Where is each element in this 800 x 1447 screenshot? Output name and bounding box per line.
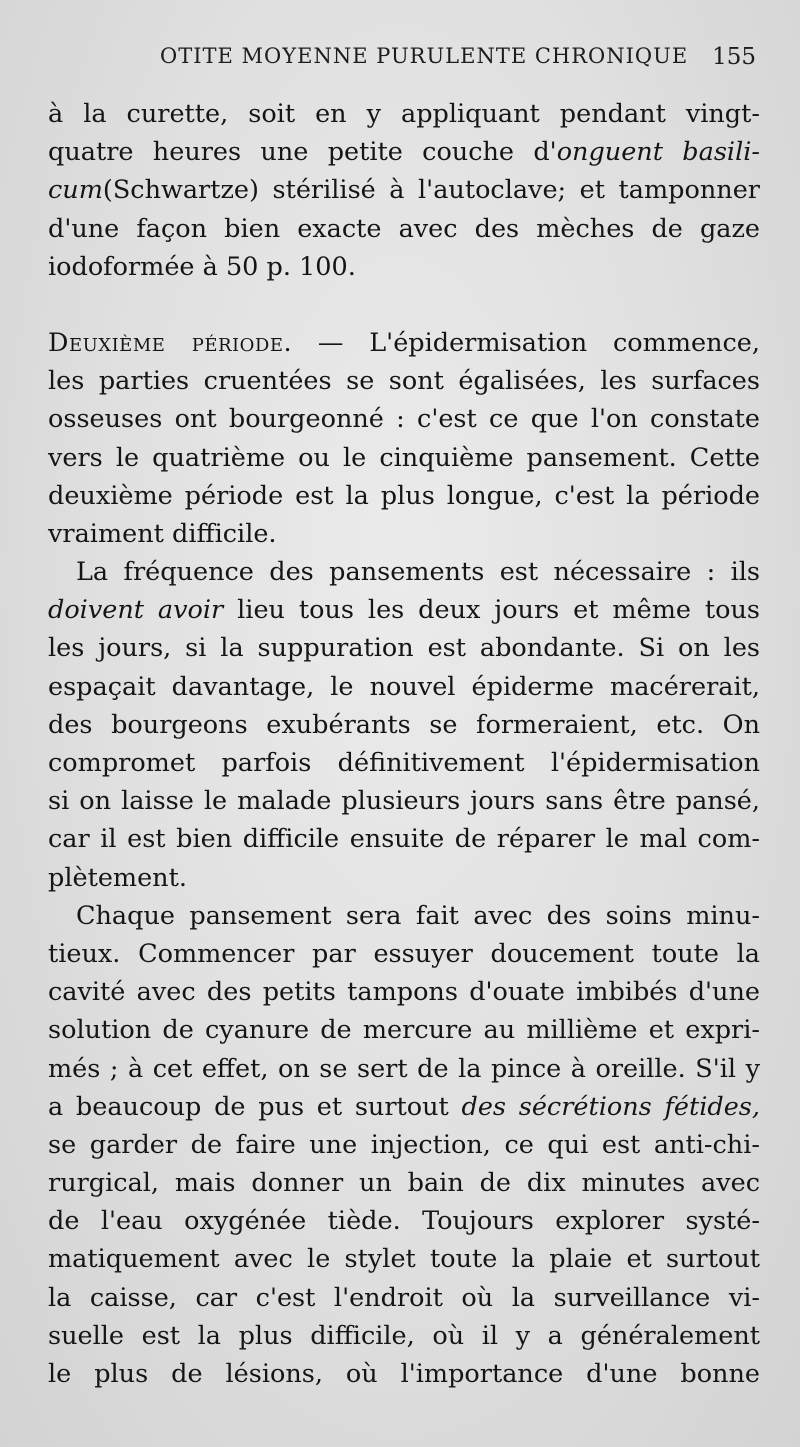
italic-text: cum: [48, 175, 103, 206]
text-line: vers le quatrième ou le cinquième pansement. Cette: [48, 442, 760, 473]
text-line: vraiment difficile.: [48, 518, 277, 549]
text-line: rurgical, mais donner un bain de dix minutes avec: [48, 1168, 760, 1199]
text-run: a beaucoup de pus et surtout: [48, 1091, 462, 1122]
text-line: deuxième période est la plus longue, c'est la période: [48, 480, 760, 511]
text-line: la caisse, car c'est l'endroit où la surveillance vi-: [48, 1282, 760, 1313]
paragraph-gap: [48, 286, 760, 324]
text-line: se garder de faire une injection, ce qui est anti-chi-: [48, 1129, 760, 1160]
text-line: d'une façon bien exacte avec des mèches de gaze: [48, 213, 760, 244]
text-line: cavité avec des petits tampons d'ouate imbibés d'une: [48, 977, 760, 1008]
text-line: compromet parfois définitivement l'épidermisation: [48, 748, 760, 778]
text-line: espaçait davantage, le nouvel épiderme macérerait,: [48, 671, 760, 702]
text-line: [48, 1088, 760, 1126]
running-head: [0, 44, 800, 74]
text-line: tieux. Commencer par essuyer doucement toute la: [48, 938, 760, 969]
text-run: lieu tous les deux jours et même tous: [223, 595, 760, 626]
italic-text: doivent avoir: [48, 595, 224, 626]
section-heading: Deuxième période.: [48, 327, 293, 358]
section-heading-line: [48, 324, 760, 362]
text-line: des bourgeons exubérants se formeraient, etc. On: [48, 709, 760, 740]
text-line: [48, 133, 760, 171]
text-line: solution de cyanure de mercure au millième et expri-: [48, 1015, 760, 1046]
text-line: le plus de lésions, où l'importance d'une bonne: [48, 1359, 760, 1389]
text-line: suelle est la plus difficile, où il y a généralement: [48, 1320, 760, 1351]
text-line: iodoformée à 50 p. 100.: [48, 251, 356, 282]
text-line: més ; à cet effet, on se sert de la pince à oreille. S'il y: [48, 1053, 760, 1084]
text-line: Chaque pansement sera fait avec des soins minu-: [76, 900, 760, 931]
text-line: osseuses ont bourgeonné : c'est ce que l'on constate: [48, 404, 760, 435]
text-line: de l'eau oxygénée tiède. Toujours explorer systé-: [48, 1206, 760, 1237]
text-line: matiquement avec le stylet toute la plaie et surtout: [48, 1244, 760, 1275]
text-line: les jours, si la suppuration est abondante. Si on les: [48, 633, 760, 664]
text-line: La fréquence des pansements est nécessaire : ils: [76, 557, 760, 588]
text-line: plètement.: [48, 862, 187, 893]
text-line: car il est bien difficile ensuite de réparer le mal com-: [48, 824, 760, 855]
running-title: OTITE MOYENNE PURULENTE CHRONIQUE: [160, 44, 689, 68]
text-line: à la curette, soit en y appliquant pendant vingt-: [48, 99, 760, 129]
page-number: 155: [712, 44, 756, 70]
text-line: [48, 171, 760, 209]
italic-text: onguent basili-: [556, 137, 760, 168]
text-line: les parties cruentées se sont égalisées, les surfaces: [48, 366, 760, 397]
text-run: quatre heures une petite couche d': [48, 137, 557, 168]
text-run: (Schwartze) stérilisé à l'autoclave; et tamponner: [102, 175, 760, 206]
text-run: — L'épidermisation commence,: [292, 327, 760, 358]
text-line: si on laisse le malade plusieurs jours sans être pansé,: [48, 786, 760, 817]
body-text: [48, 95, 760, 1393]
text-line: [48, 591, 760, 629]
italic-text: des sécrétions fétides,: [461, 1091, 760, 1122]
